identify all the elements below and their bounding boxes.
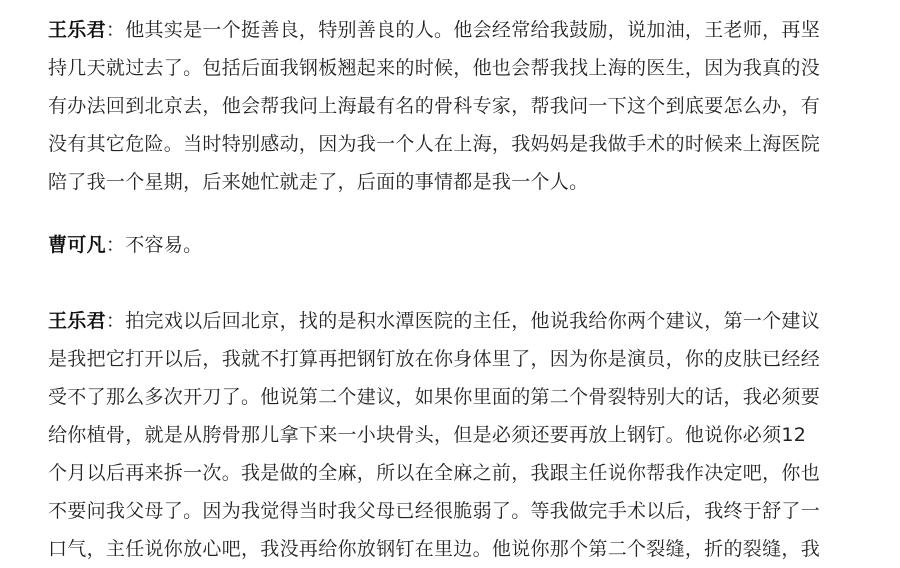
speaker-name: 王乐君: [48, 310, 106, 332]
text-line: 有办法回到北京去，他会帮我问上海最有名的骨科专家，帮我问一下这个到底要怎么办，有: [48, 95, 821, 117]
text-line: [48, 226, 860, 264]
dialogue-paragraph-3: [48, 302, 860, 568]
text-line: 受不了那么多次开刀了。他说第二个建议，如果你里面的第二个骨裂特别大的话，我必须要: [48, 386, 821, 408]
text-line: [48, 302, 860, 340]
speaker-name: 王乐君: [48, 19, 106, 41]
line-text: 他其实是一个挺善良，特别善良的人。他会经常给我鼓励，说加油，王老师，再坚: [125, 19, 821, 41]
text-line: 给你植骨，就是从胯骨那儿拿下来一小块骨头，但是必须还要再放上钢钉。他说你必须12: [48, 424, 807, 446]
text-line: 个月以后再来拆一次。我是做的全麻，所以在全麻之前，我跟主任说你帮我作决定吧，你也: [48, 462, 821, 484]
line-text: 拍完戏以后回北京，找的是积水潭医院的主任，他说我给你两个建议，第一个建议: [125, 310, 821, 332]
text-line: [48, 11, 860, 49]
speaker-name: 曹可凡: [48, 234, 106, 256]
text-line: 没有其它危险。当时特别感动，因为我一个人在上海，我妈妈是我做手术的时候来上海医院: [48, 133, 821, 155]
speaker-separator: ：: [105, 310, 126, 332]
text-line: 口气，主任说你放心吧，我没再给你放钢钉在里边。他说你那个第二个裂缝，折的裂缝，我: [48, 538, 821, 560]
speaker-separator: ：: [105, 19, 126, 41]
speaker-separator: ：: [105, 234, 126, 256]
text-line: 持几天就过去了。包括后面我钢板翘起来的时候，他也会帮我找上海的医生，因为我真的没: [48, 57, 821, 79]
dialogue-paragraph-2: [48, 226, 860, 264]
text-line: 不要问我父母了。因为我觉得当时我父母已经很脆弱了。等我做完手术以后，我终于舒了一: [48, 500, 821, 522]
line-text: 不容易。: [125, 234, 203, 256]
text-line: 是我把它打开以后，我就不打算再把钢钉放在你身体里了，因为你是演员，你的皮肤已经经: [48, 348, 821, 370]
text-line: 陪了我一个星期，后来她忙就走了，后面的事情都是我一个人。: [48, 171, 589, 193]
dialogue-paragraph-1: [48, 11, 860, 201]
